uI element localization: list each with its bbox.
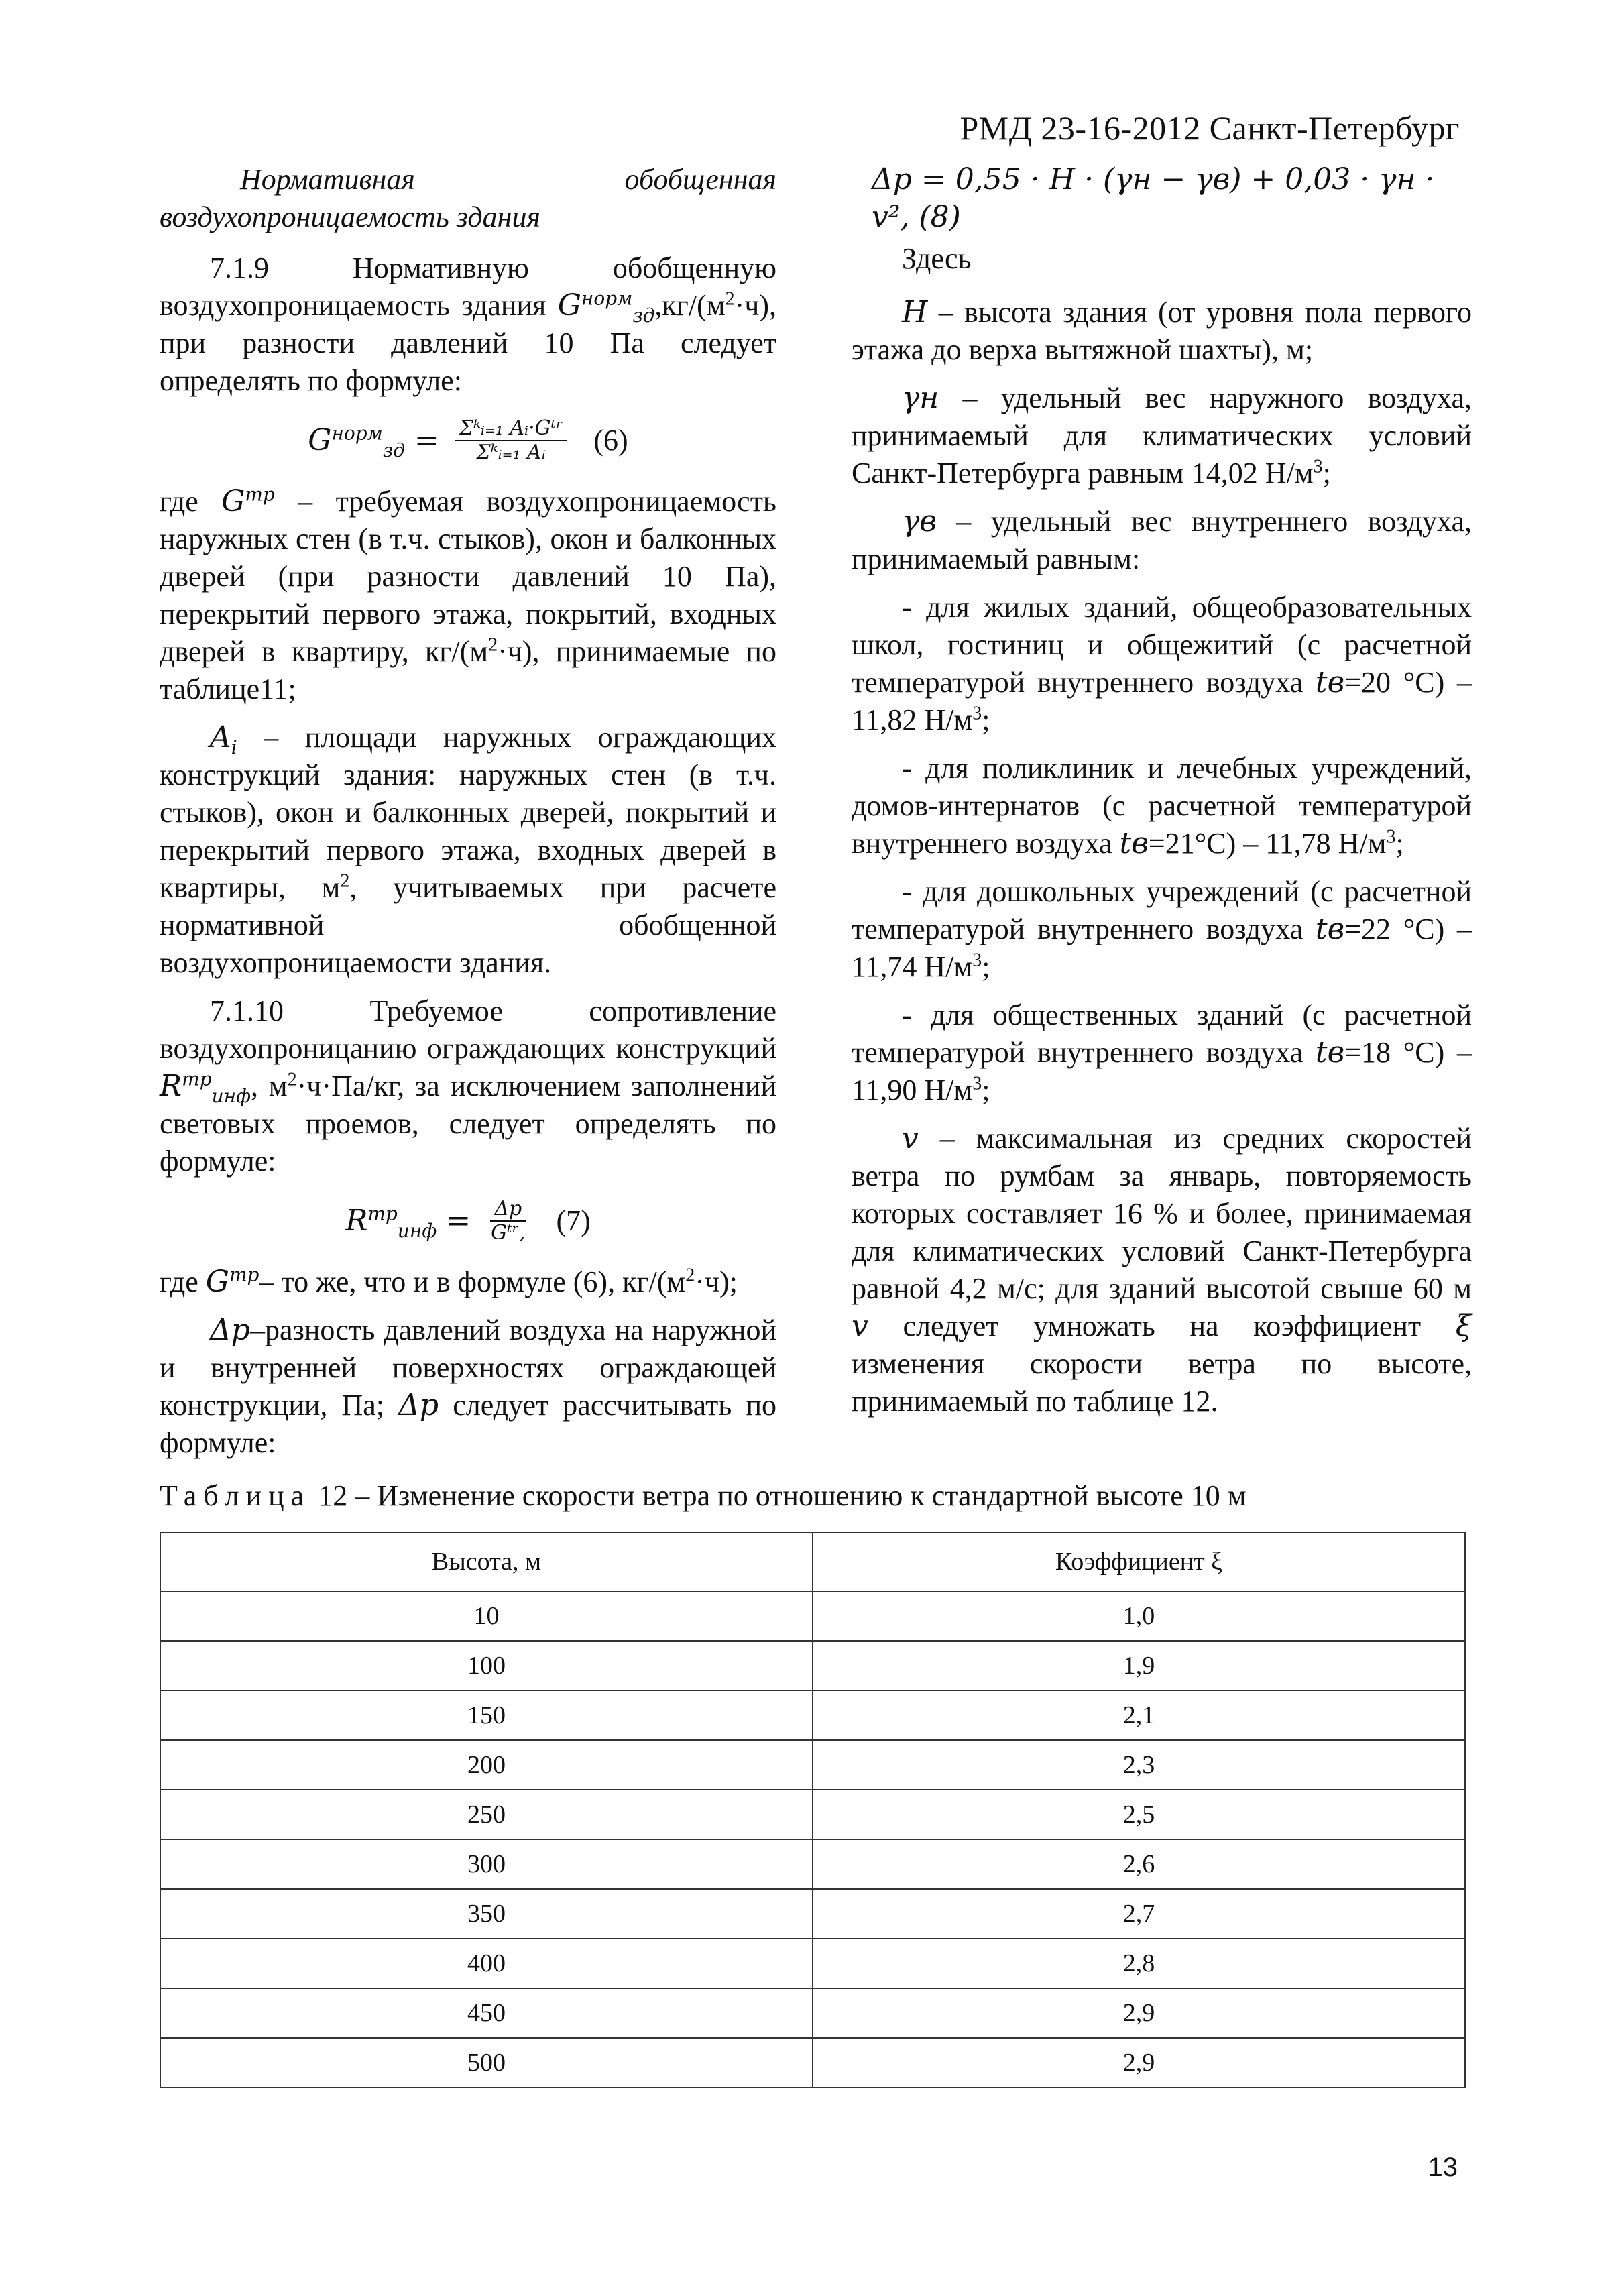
cell-coefficient: 2,9 bbox=[813, 1988, 1465, 2038]
table-header-row bbox=[160, 1532, 1465, 1591]
cell-height: 250 bbox=[160, 1790, 813, 1839]
bullet-residential: - для жилых зданий, общеобразовательных школ, гостиниц и общежитий (с расчетной температурой внутреннего воздуха tв=20 °С) – 11,82 $Н/м^3$; bbox=[852, 591, 1472, 736]
table-row bbox=[160, 1939, 1465, 1988]
paragraph-g-tr-same: где $G^{тр}-$ то же, что и в формуле (6), $кг/(м^2\cdot ч)$; bbox=[160, 1263, 738, 1299]
cell-height: 10 bbox=[160, 1591, 813, 1641]
page-number: 13 bbox=[1428, 2152, 1458, 2182]
table-row bbox=[160, 1641, 1465, 1690]
paragraph-7-1-9: 7.1.9 Нормативную обобщенную воздухопроницаемость здания $G^{норм}_{зд},кг/(м^2\cdot ч)$, при разности давлений 10 Па следует определять по формуле: bbox=[160, 251, 776, 397]
paragraph-7-1-10: 7.1.10 Требуемое сопротивление воздухопроницанию ограждающих конструкций $R^{тр}_{инф}$, $м^2\cdot ч\cdot Па/кг$, за исключением заполнений световых проемов, следует определять по формуле: bbox=[160, 994, 776, 1178]
cell-height: 450 bbox=[160, 1988, 813, 2038]
paragraph-a-i: $A_i$ – площади наружных ограждающих конструкций здания: наружных стен (в т.ч. стыков), окон и балконных дверей, покрытий и перекрытий первого этажа, входных дверей в квартиры, $м^2$, учитываемых при расчете нормативной обобщенной воздухопроницаемости здания. bbox=[160, 720, 776, 979]
table-row bbox=[160, 2038, 1465, 2087]
section-heading: Нормативная обобщенная воздухопроницаемость здания bbox=[160, 163, 776, 233]
cell-coefficient: 2,5 bbox=[813, 1790, 1465, 1839]
cell-height: 200 bbox=[160, 1740, 813, 1790]
table-row bbox=[160, 1690, 1465, 1740]
cell-coefficient: 1,9 bbox=[813, 1641, 1465, 1690]
table-row bbox=[160, 1790, 1465, 1839]
bullet-public: - для общественных зданий (с расчетной температурой внутреннего воздуха tв=18 °С) – 11,90 $Н/м^3$; bbox=[852, 998, 1472, 1106]
table-row bbox=[160, 1988, 1465, 2038]
formula-6: $G^{норм}_{зд}$ = $\frac{\text{Σᵏᵢ₌₁ Aᵢ·Gᵗʳ}}{\text{Σᵏᵢ₌₁ Aᵢ}}$ (6) bbox=[308, 416, 628, 464]
paragraph-g-tr: где $G^{тр}$ – требуемая воздухопроницаемость наружных стен (в т.ч. стыков), окон и балконных дверей (при разности давлений 10 Па), перекрытий первого этажа, покрытий, входных дверей в квартиру, $кг/(м^2\cdot ч)$, принимаемые по таблице11; bbox=[160, 483, 776, 705]
table-caption: Таблица 12 – Изменение скорости ветра по отношению к стандартной высоте 10 м bbox=[160, 1479, 1246, 1512]
table-row bbox=[160, 1591, 1465, 1641]
bullet-preschool: - для дошкольных учреждений (с расчетной температурой внутреннего воздуха tв=22 °С) – 11,74 $Н/м^3$; bbox=[852, 875, 1472, 983]
header-coefficient: Коэффициент ξ bbox=[813, 1532, 1465, 1591]
cell-coefficient: 2,7 bbox=[813, 1889, 1465, 1939]
left-column bbox=[160, 161, 776, 1473]
formula-8: Δp = 0,55 · H · (γн − γв) + 0,03 · γн · v², (8) bbox=[872, 162, 1435, 234]
cell-coefficient: 2,8 bbox=[813, 1939, 1465, 1988]
document-header: РМД 23-16-2012 Санкт-Петербург bbox=[960, 109, 1460, 147]
cell-coefficient: 2,1 bbox=[813, 1690, 1465, 1740]
table-row bbox=[160, 1839, 1465, 1889]
formula-6-number: (6) bbox=[593, 424, 628, 457]
label-zdes: Здесь bbox=[902, 242, 972, 275]
cell-height: 150 bbox=[160, 1690, 813, 1740]
cell-height: 500 bbox=[160, 2038, 813, 2087]
cell-coefficient: 1,0 bbox=[813, 1591, 1465, 1641]
bullet-clinics: - для поликлиник и лечебных учреждений, домов-интернатов (с расчетной температурой внутреннего воздуха tв=21°С) – 11,78 $Н/м^3$; bbox=[852, 752, 1472, 860]
cell-height: 400 bbox=[160, 1939, 813, 1988]
cell-coefficient: 2,3 bbox=[813, 1740, 1465, 1790]
table-row bbox=[160, 1889, 1465, 1939]
formula-7-number: (7) bbox=[556, 1204, 591, 1237]
formula-7: $R^{тр}_{инф}$ = $\frac{\Delta p}{\text{Gᵗʳ,}}$ (7) bbox=[345, 1197, 591, 1245]
paragraph-h: H – высота здания (от уровня пола первого этажа до верха вытяжной шахты), м; bbox=[852, 295, 1472, 366]
table-row bbox=[160, 1740, 1465, 1790]
right-column bbox=[852, 161, 1472, 1431]
paragraph-gamma-v: γв – удельный вес внутреннего воздуха, принимаемый равным: bbox=[852, 504, 1472, 575]
cell-coefficient: 2,6 bbox=[813, 1839, 1465, 1889]
paragraph-gamma-n: γн – удельный вес наружного воздуха, принимаемый для климатических условий Санкт-Петербурга равным 14,02 $Н/м^3$; bbox=[852, 381, 1472, 490]
wind-coefficient-table bbox=[160, 1532, 1466, 2088]
paragraph-wind-speed: v – максимальная из средних скоростей ветра по румбам за январь, повторяемость которых составляет 16 % и более, принимаемая для климатических условий Санкт-Петербурга равной 4,2 м/с; для зданий высотой свыше 60 м v следует умножать на коэффициент ξ изменения скорости ветра по высоте, принимаемый по таблице 12. bbox=[852, 1121, 1472, 1418]
paragraph-delta-p: Δp–разность давлений воздуха на наружной и внутренней поверхностях ограждающей конструкции, Па; Δp следует рассчитывать по формуле: bbox=[160, 1313, 777, 1459]
cell-height: 300 bbox=[160, 1839, 813, 1889]
cell-height: 100 bbox=[160, 1641, 813, 1690]
header-height: Высота, м bbox=[160, 1532, 813, 1591]
cell-height: 350 bbox=[160, 1889, 813, 1939]
cell-coefficient: 2,9 bbox=[813, 2038, 1465, 2087]
